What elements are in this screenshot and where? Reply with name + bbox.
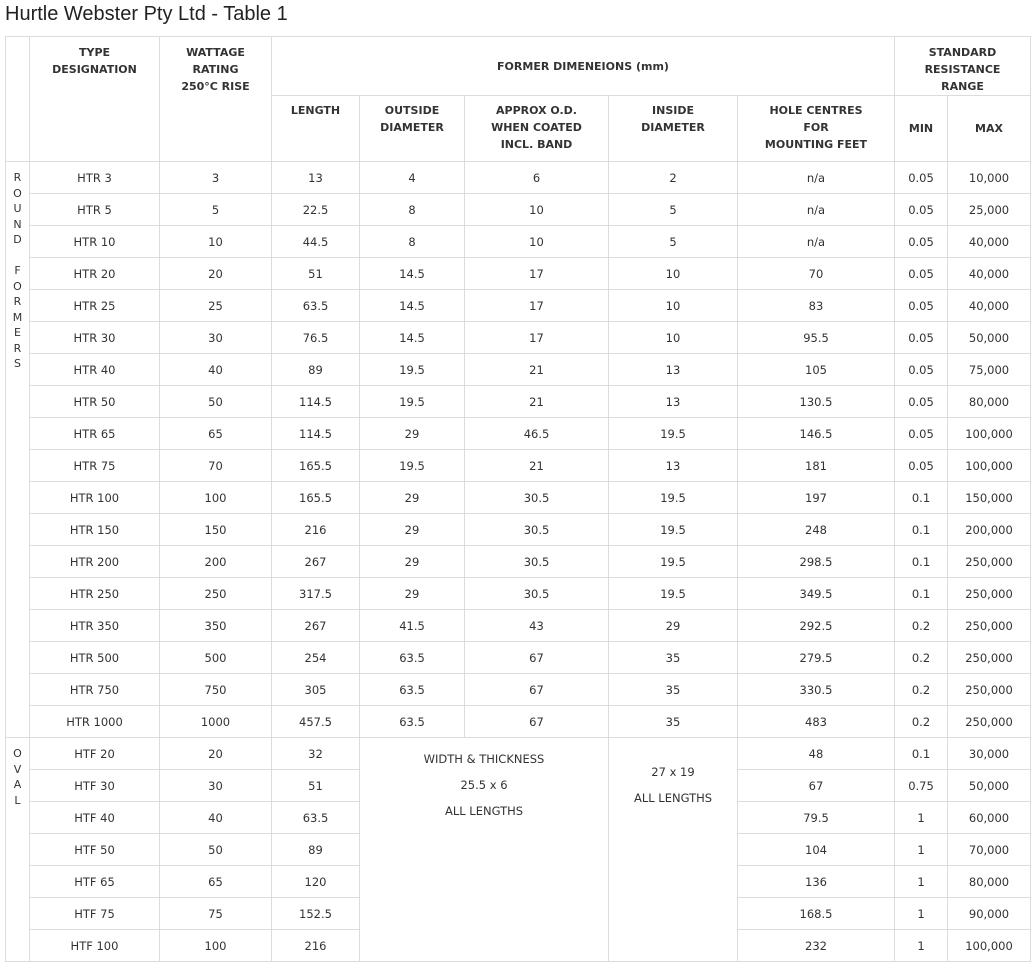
cell-length: 76.5 bbox=[272, 322, 360, 354]
merged-text-line: ALL LENGTHS bbox=[633, 791, 713, 805]
header-length: LENGTH bbox=[272, 96, 360, 162]
cell-type: HTR 20 bbox=[30, 258, 160, 290]
cell-max: 50,000 bbox=[948, 770, 1031, 802]
cell-outside: 19.5 bbox=[360, 386, 465, 418]
cell-max: 250,000 bbox=[948, 674, 1031, 706]
cell-hole: 83 bbox=[738, 290, 895, 322]
cell-outside: 19.5 bbox=[360, 450, 465, 482]
group-label-oval: O V A L bbox=[6, 738, 30, 962]
cell-hole: 95.5 bbox=[738, 322, 895, 354]
cell-inside-diameter-merged bbox=[609, 738, 738, 962]
cell-approx: 46.5 bbox=[465, 418, 609, 450]
cell-max: 25,000 bbox=[948, 194, 1031, 226]
cell-wattage: 750 bbox=[160, 674, 272, 706]
cell-hole: 48 bbox=[738, 738, 895, 770]
cell-outside: 29 bbox=[360, 578, 465, 610]
cell-type: HTR 500 bbox=[30, 642, 160, 674]
header-max: MAX bbox=[948, 96, 1031, 162]
merged-text-line: ALL LENGTHS bbox=[444, 804, 524, 818]
cell-inside: 10 bbox=[609, 290, 738, 322]
cell-min: 0.05 bbox=[895, 386, 948, 418]
cell-max: 80,000 bbox=[948, 386, 1031, 418]
cell-inside: 2 bbox=[609, 162, 738, 194]
merged-text-line: 27 x 19 bbox=[651, 765, 695, 779]
cell-max: 250,000 bbox=[948, 578, 1031, 610]
cell-min: 0.2 bbox=[895, 642, 948, 674]
cell-min: 1 bbox=[895, 898, 948, 930]
cell-approx: 17 bbox=[465, 290, 609, 322]
cell-approx: 17 bbox=[465, 322, 609, 354]
cell-min: 0.1 bbox=[895, 578, 948, 610]
cell-min: 1 bbox=[895, 834, 948, 866]
cell-length: 63.5 bbox=[272, 802, 360, 834]
cell-max: 100,000 bbox=[948, 450, 1031, 482]
cell-outside: 4 bbox=[360, 162, 465, 194]
cell-hole: n/a bbox=[738, 194, 895, 226]
cell-type: HTR 65 bbox=[30, 418, 160, 450]
header-hole-centres: HOLE CENTRES FOR MOUNTING FEET bbox=[738, 96, 895, 162]
cell-min: 0.1 bbox=[895, 738, 948, 770]
cell-length: 114.5 bbox=[272, 386, 360, 418]
cell-hole: 330.5 bbox=[738, 674, 895, 706]
cell-wattage: 65 bbox=[160, 418, 272, 450]
table-row bbox=[6, 450, 1031, 482]
cell-hole: 79.5 bbox=[738, 802, 895, 834]
table-row bbox=[6, 706, 1031, 738]
cell-hole: 232 bbox=[738, 930, 895, 962]
cell-type: HTR 10 bbox=[30, 226, 160, 258]
cell-type: HTR 200 bbox=[30, 546, 160, 578]
cell-inside: 10 bbox=[609, 258, 738, 290]
cell-inside: 19.5 bbox=[609, 514, 738, 546]
cell-inside: 19.5 bbox=[609, 546, 738, 578]
cell-min: 1 bbox=[895, 866, 948, 898]
cell-min: 0.05 bbox=[895, 290, 948, 322]
cell-type: HTR 75 bbox=[30, 450, 160, 482]
cell-wattage: 3 bbox=[160, 162, 272, 194]
cell-length: 152.5 bbox=[272, 898, 360, 930]
cell-approx: 10 bbox=[465, 194, 609, 226]
cell-hole: 197 bbox=[738, 482, 895, 514]
cell-wattage: 100 bbox=[160, 482, 272, 514]
cell-min: 0.1 bbox=[895, 514, 948, 546]
cell-max: 150,000 bbox=[948, 482, 1031, 514]
header-wattage-rating: WATTAGE RATING 250°C RISE bbox=[160, 37, 272, 162]
cell-hole: 292.5 bbox=[738, 610, 895, 642]
cell-min: 0.05 bbox=[895, 226, 948, 258]
cell-length: 267 bbox=[272, 610, 360, 642]
table-row bbox=[6, 354, 1031, 386]
cell-hole: 67 bbox=[738, 770, 895, 802]
table-row bbox=[6, 514, 1031, 546]
cell-max: 30,000 bbox=[948, 738, 1031, 770]
cell-type: HTR 3 bbox=[30, 162, 160, 194]
cell-length: 89 bbox=[272, 354, 360, 386]
cell-length: 32 bbox=[272, 738, 360, 770]
cell-min: 0.05 bbox=[895, 322, 948, 354]
header-inside-diameter: INSIDE DIAMETER bbox=[609, 96, 738, 162]
cell-length: 216 bbox=[272, 930, 360, 962]
cell-type: HTR 100 bbox=[30, 482, 160, 514]
merged-text-line: 25.5 x 6 bbox=[460, 778, 508, 792]
cell-approx: 30.5 bbox=[465, 546, 609, 578]
cell-max: 10,000 bbox=[948, 162, 1031, 194]
cell-wattage: 65 bbox=[160, 866, 272, 898]
cell-wattage: 40 bbox=[160, 354, 272, 386]
cell-wattage: 25 bbox=[160, 290, 272, 322]
cell-hole: 248 bbox=[738, 514, 895, 546]
cell-inside: 35 bbox=[609, 706, 738, 738]
cell-outside: 63.5 bbox=[360, 706, 465, 738]
former-dimensions-table bbox=[5, 36, 1031, 962]
cell-wattage: 500 bbox=[160, 642, 272, 674]
cell-min: 0.2 bbox=[895, 674, 948, 706]
table-row bbox=[6, 482, 1031, 514]
cell-hole: 146.5 bbox=[738, 418, 895, 450]
cell-type: HTF 65 bbox=[30, 866, 160, 898]
cell-max: 250,000 bbox=[948, 610, 1031, 642]
cell-wattage: 70 bbox=[160, 450, 272, 482]
cell-min: 0.05 bbox=[895, 450, 948, 482]
table-row bbox=[6, 386, 1031, 418]
cell-max: 70,000 bbox=[948, 834, 1031, 866]
cell-outside: 29 bbox=[360, 482, 465, 514]
cell-inside: 5 bbox=[609, 226, 738, 258]
cell-approx: 67 bbox=[465, 642, 609, 674]
cell-type: HTR 5 bbox=[30, 194, 160, 226]
table-row bbox=[6, 642, 1031, 674]
cell-max: 100,000 bbox=[948, 930, 1031, 962]
cell-approx: 21 bbox=[465, 386, 609, 418]
cell-approx: 6 bbox=[465, 162, 609, 194]
cell-length: 254 bbox=[272, 642, 360, 674]
cell-type: HTR 40 bbox=[30, 354, 160, 386]
cell-max: 50,000 bbox=[948, 322, 1031, 354]
cell-inside: 19.5 bbox=[609, 482, 738, 514]
cell-hole: 298.5 bbox=[738, 546, 895, 578]
cell-min: 0.1 bbox=[895, 482, 948, 514]
cell-wattage: 20 bbox=[160, 258, 272, 290]
table-row bbox=[6, 738, 1031, 770]
cell-length: 305 bbox=[272, 674, 360, 706]
table-row bbox=[6, 578, 1031, 610]
cell-outside: 14.5 bbox=[360, 322, 465, 354]
cell-max: 40,000 bbox=[948, 226, 1031, 258]
cell-hole: n/a bbox=[738, 162, 895, 194]
cell-hole: 279.5 bbox=[738, 642, 895, 674]
cell-inside: 19.5 bbox=[609, 578, 738, 610]
cell-inside: 35 bbox=[609, 642, 738, 674]
cell-wattage: 150 bbox=[160, 514, 272, 546]
header-approx-od: APPROX O.D. WHEN COATED INCL. BAND bbox=[465, 96, 609, 162]
cell-type: HTF 50 bbox=[30, 834, 160, 866]
cell-approx: 17 bbox=[465, 258, 609, 290]
cell-length: 44.5 bbox=[272, 226, 360, 258]
header-standard-resistance-range: STANDARD RESISTANCE RANGE bbox=[895, 37, 1031, 96]
cell-wattage: 100 bbox=[160, 930, 272, 962]
cell-wattage: 75 bbox=[160, 898, 272, 930]
cell-outside: 63.5 bbox=[360, 674, 465, 706]
cell-length: 63.5 bbox=[272, 290, 360, 322]
cell-inside: 10 bbox=[609, 322, 738, 354]
cell-min: 0.2 bbox=[895, 706, 948, 738]
table-row bbox=[6, 322, 1031, 354]
cell-hole: 104 bbox=[738, 834, 895, 866]
cell-wattage: 50 bbox=[160, 386, 272, 418]
merged-text-line: WIDTH & THICKNESS bbox=[423, 752, 545, 766]
table-row bbox=[6, 194, 1031, 226]
cell-approx: 67 bbox=[465, 706, 609, 738]
cell-outside: 14.5 bbox=[360, 258, 465, 290]
cell-wattage: 20 bbox=[160, 738, 272, 770]
table-row bbox=[6, 546, 1031, 578]
cell-length: 317.5 bbox=[272, 578, 360, 610]
cell-wattage: 30 bbox=[160, 770, 272, 802]
cell-min: 1 bbox=[895, 930, 948, 962]
table-row bbox=[6, 610, 1031, 642]
cell-approx: 67 bbox=[465, 674, 609, 706]
table-row bbox=[6, 226, 1031, 258]
cell-max: 250,000 bbox=[948, 706, 1031, 738]
table-row bbox=[6, 258, 1031, 290]
cell-length: 457.5 bbox=[272, 706, 360, 738]
cell-length: 165.5 bbox=[272, 482, 360, 514]
cell-wattage: 40 bbox=[160, 802, 272, 834]
cell-wattage: 350 bbox=[160, 610, 272, 642]
cell-max: 60,000 bbox=[948, 802, 1031, 834]
cell-length: 267 bbox=[272, 546, 360, 578]
cell-min: 0.05 bbox=[895, 354, 948, 386]
group-label-round-formers: R O U N D F O R M E R S bbox=[6, 162, 30, 738]
cell-length: 120 bbox=[272, 866, 360, 898]
cell-hole: 349.5 bbox=[738, 578, 895, 610]
cell-max: 40,000 bbox=[948, 290, 1031, 322]
cell-length: 51 bbox=[272, 258, 360, 290]
cell-wattage: 10 bbox=[160, 226, 272, 258]
cell-min: 0.05 bbox=[895, 194, 948, 226]
cell-type: HTF 40 bbox=[30, 802, 160, 834]
cell-inside: 13 bbox=[609, 386, 738, 418]
cell-outside: 8 bbox=[360, 226, 465, 258]
cell-hole: n/a bbox=[738, 226, 895, 258]
cell-type: HTR 750 bbox=[30, 674, 160, 706]
cell-approx: 21 bbox=[465, 450, 609, 482]
cell-inside: 29 bbox=[609, 610, 738, 642]
cell-min: 0.05 bbox=[895, 258, 948, 290]
cell-max: 40,000 bbox=[948, 258, 1031, 290]
cell-type: HTR 25 bbox=[30, 290, 160, 322]
cell-min: 1 bbox=[895, 802, 948, 834]
cell-length: 13 bbox=[272, 162, 360, 194]
cell-outside: 14.5 bbox=[360, 290, 465, 322]
header-outside-diameter: OUTSIDE DIAMETER bbox=[360, 96, 465, 162]
header-min: MIN bbox=[895, 96, 948, 162]
cell-length: 165.5 bbox=[272, 450, 360, 482]
table-row bbox=[6, 418, 1031, 450]
cell-outside: 41.5 bbox=[360, 610, 465, 642]
cell-wattage: 30 bbox=[160, 322, 272, 354]
cell-hole: 483 bbox=[738, 706, 895, 738]
table-row bbox=[6, 162, 1031, 194]
header-type-designation: TYPE DESIGNATION bbox=[30, 37, 160, 162]
cell-min: 0.05 bbox=[895, 418, 948, 450]
table-row bbox=[6, 674, 1031, 706]
cell-hole: 181 bbox=[738, 450, 895, 482]
cell-length: 51 bbox=[272, 770, 360, 802]
cell-hole: 168.5 bbox=[738, 898, 895, 930]
cell-length: 89 bbox=[272, 834, 360, 866]
cell-type: HTR 350 bbox=[30, 610, 160, 642]
cell-min: 0.1 bbox=[895, 546, 948, 578]
cell-type: HTR 30 bbox=[30, 322, 160, 354]
cell-approx: 30.5 bbox=[465, 578, 609, 610]
cell-type: HTF 100 bbox=[30, 930, 160, 962]
cell-wattage: 1000 bbox=[160, 706, 272, 738]
cell-type: HTR 250 bbox=[30, 578, 160, 610]
cell-inside: 13 bbox=[609, 354, 738, 386]
cell-wattage: 200 bbox=[160, 546, 272, 578]
cell-approx: 21 bbox=[465, 354, 609, 386]
cell-type: HTF 75 bbox=[30, 898, 160, 930]
page-title: Hurtle Webster Pty Ltd - Table 1 bbox=[5, 3, 288, 25]
cell-approx: 30.5 bbox=[465, 514, 609, 546]
cell-wattage: 50 bbox=[160, 834, 272, 866]
cell-outside: 19.5 bbox=[360, 354, 465, 386]
group-header-blank bbox=[6, 37, 30, 162]
cell-outside: 29 bbox=[360, 546, 465, 578]
cell-outside: 29 bbox=[360, 418, 465, 450]
cell-outside: 29 bbox=[360, 514, 465, 546]
cell-max: 80,000 bbox=[948, 866, 1031, 898]
cell-length: 216 bbox=[272, 514, 360, 546]
cell-inside: 5 bbox=[609, 194, 738, 226]
cell-approx: 10 bbox=[465, 226, 609, 258]
cell-max: 250,000 bbox=[948, 546, 1031, 578]
cell-max: 100,000 bbox=[948, 418, 1031, 450]
cell-max: 250,000 bbox=[948, 642, 1031, 674]
cell-max: 200,000 bbox=[948, 514, 1031, 546]
cell-min: 0.2 bbox=[895, 610, 948, 642]
cell-approx: 43 bbox=[465, 610, 609, 642]
header-former-dimensions: FORMER DIMENEIONS (mm) bbox=[272, 37, 895, 96]
cell-wattage: 5 bbox=[160, 194, 272, 226]
cell-type: HTF 20 bbox=[30, 738, 160, 770]
cell-hole: 136 bbox=[738, 866, 895, 898]
cell-type: HTR 150 bbox=[30, 514, 160, 546]
cell-min: 0.75 bbox=[895, 770, 948, 802]
cell-length: 114.5 bbox=[272, 418, 360, 450]
cell-min: 0.05 bbox=[895, 162, 948, 194]
table-row bbox=[6, 290, 1031, 322]
cell-hole: 70 bbox=[738, 258, 895, 290]
cell-outside: 63.5 bbox=[360, 642, 465, 674]
cell-inside: 19.5 bbox=[609, 418, 738, 450]
cell-wattage: 250 bbox=[160, 578, 272, 610]
cell-type: HTF 30 bbox=[30, 770, 160, 802]
cell-outside: 8 bbox=[360, 194, 465, 226]
cell-hole: 105 bbox=[738, 354, 895, 386]
cell-inside: 13 bbox=[609, 450, 738, 482]
cell-type: HTR 50 bbox=[30, 386, 160, 418]
cell-width-thickness-merged bbox=[360, 738, 609, 962]
cell-length: 22.5 bbox=[272, 194, 360, 226]
cell-inside: 35 bbox=[609, 674, 738, 706]
cell-max: 75,000 bbox=[948, 354, 1031, 386]
cell-type: HTR 1000 bbox=[30, 706, 160, 738]
cell-max: 90,000 bbox=[948, 898, 1031, 930]
cell-approx: 30.5 bbox=[465, 482, 609, 514]
cell-hole: 130.5 bbox=[738, 386, 895, 418]
